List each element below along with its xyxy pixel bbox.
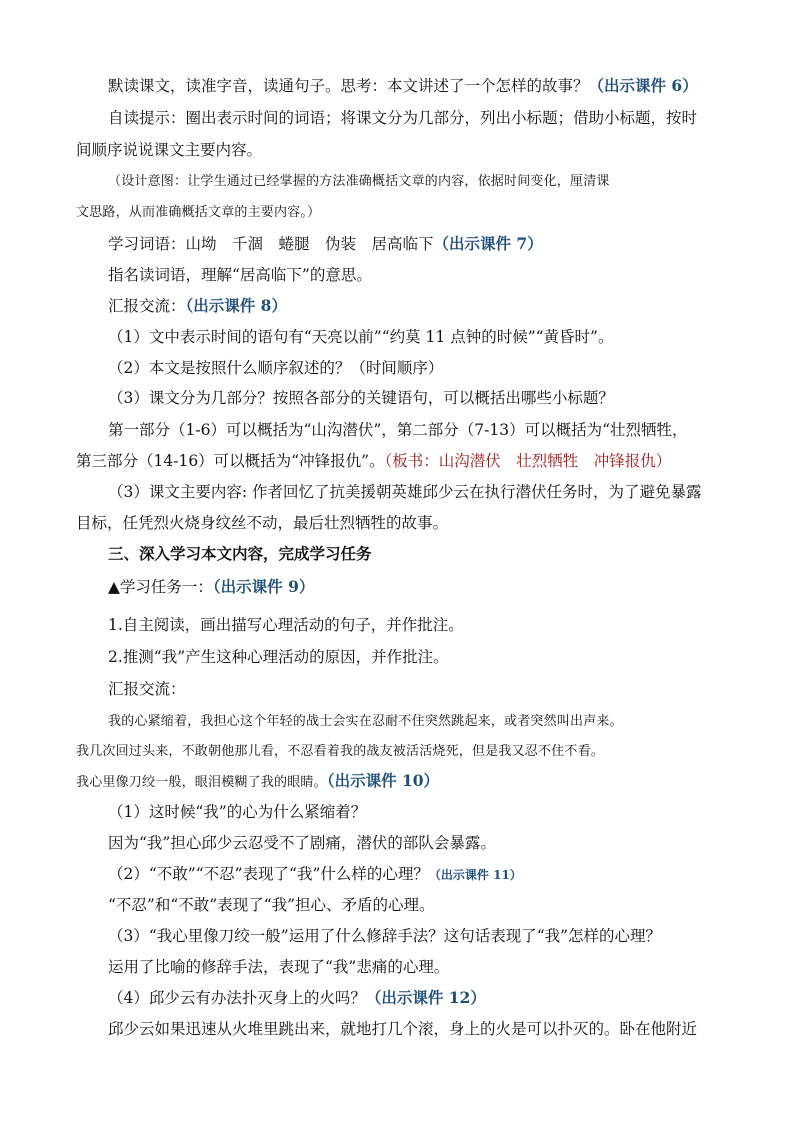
courseware-cue: （出示课件 6） bbox=[588, 76, 698, 95]
body-text: 文思路，从而准确概括文章的主要内容。） bbox=[76, 205, 321, 220]
paragraph-line bbox=[108, 956, 449, 978]
body-text: （2）“不敢”“不忍”表现了“我”什么样的心理？ bbox=[108, 865, 429, 883]
body-text: 运用了比喻的修辞手法，表现了“我”悲痛的心理。 bbox=[108, 958, 450, 976]
paragraph-line bbox=[108, 357, 443, 379]
paragraph-line bbox=[108, 987, 486, 1009]
paragraph-line bbox=[108, 264, 372, 286]
body-text: 默读课文，读准字音，读通句子。思考：本文讲述了一个怎样的故事？ bbox=[108, 77, 589, 95]
body-text: 1.自主阅读，画出描写心理活动的句子，并作批注。 bbox=[108, 616, 464, 634]
quote-line bbox=[76, 741, 604, 763]
body-text: （设计意图：让学生通过已经掌握的方法准确概括文章的内容，依据时间变化，厘清课 bbox=[108, 174, 610, 189]
design-intent-line bbox=[108, 171, 610, 193]
quote-line bbox=[108, 711, 623, 733]
blackboard-note: （板书：山沟潜伏 壮烈牺牲 冲锋报仇） bbox=[384, 452, 672, 470]
courseware-cue: （出示课件 9） bbox=[212, 577, 315, 596]
quote-line bbox=[76, 770, 439, 794]
quote-text: 我的心紧缩着，我担心这个年轻的战士会实在忍耐不住突然跳起来，或者突然叫出声来。 bbox=[108, 714, 623, 729]
body-text: “不忍”和“不敢”表现了“我”担心、矛盾的心理。 bbox=[108, 896, 435, 914]
body-text: 第三部分（14-16）可以概括为“冲锋报仇”。 bbox=[76, 452, 385, 470]
paragraph-line bbox=[108, 614, 464, 636]
heading-text: 三、深入学习本文内容，完成学习任务 bbox=[108, 544, 372, 563]
paragraph-line bbox=[108, 107, 697, 129]
paragraph-line bbox=[108, 646, 449, 668]
paragraph-line bbox=[108, 1018, 697, 1040]
design-intent-line bbox=[76, 202, 320, 224]
body-text: 汇报交流： bbox=[108, 297, 186, 315]
courseware-cue: （出示课件 8） bbox=[185, 296, 287, 315]
paragraph-line bbox=[108, 326, 614, 348]
body-text: （1）这时候“我”的心为什么紧缩着？ bbox=[108, 803, 367, 821]
paragraph-line bbox=[76, 450, 671, 472]
body-text: 学习词语：山坳 千涸 蜷腿 伪装 居高临下 bbox=[108, 235, 434, 253]
courseware-cue: （出示课件 12） bbox=[365, 988, 486, 1007]
body-text: 间顺序说说课文主要内容。 bbox=[76, 141, 263, 159]
body-text: 邱少云如果迅速从火堆里跳出来，就地打几个滚，身上的火是可以扑灭的。卧在他附近 bbox=[108, 1020, 698, 1038]
paragraph-line bbox=[108, 832, 496, 854]
paragraph-line bbox=[108, 801, 366, 823]
paragraph-line bbox=[108, 863, 522, 886]
paragraph-line bbox=[108, 75, 698, 97]
courseware-cue: （出示课件 7） bbox=[433, 234, 543, 253]
paragraph-line bbox=[108, 419, 688, 441]
paragraph-line bbox=[108, 925, 661, 947]
paragraph-line bbox=[108, 481, 702, 503]
body-text: （3）课文主要内容: 作者回忆了抗美援朝英雄邱少云在执行潜伏任务时，为了避免暴露 bbox=[108, 483, 702, 501]
body-text: （4）邱少云有办法扑灭身上的火吗？ bbox=[108, 989, 366, 1007]
paragraph-line bbox=[108, 678, 186, 700]
paragraph-line bbox=[76, 512, 448, 534]
paragraph-line bbox=[76, 139, 262, 161]
courseware-cue: （出示课件 11） bbox=[428, 868, 522, 882]
body-text: 指名读词语，理解“居高临下”的意思。 bbox=[108, 266, 372, 284]
body-text: 目标，任凭烈火烧身纹丝不动，最后壮烈牺牲的故事。 bbox=[76, 514, 449, 532]
paragraph-line bbox=[108, 894, 435, 916]
body-text: 因为“我”担心邱少云忍受不了剧痛，潜伏的部队会暴露。 bbox=[108, 834, 496, 852]
courseware-cue: （出示课件 10） bbox=[326, 771, 440, 790]
body-text: 2.推测“我”产生这种心理活动的原因，并作批注。 bbox=[108, 648, 449, 666]
section-heading bbox=[108, 543, 372, 565]
quote-text: 我心里像刀绞一般，眼泪模糊了我的眼睛。 bbox=[76, 775, 327, 790]
body-text: 第一部分（1-6）可以概括为“山沟潜伏”，第二部分（7-13）可以概括为“壮烈牺牲， bbox=[108, 421, 688, 439]
body-text: 汇报交流： bbox=[108, 680, 186, 698]
body-text: ▲学习任务一： bbox=[108, 578, 213, 596]
quote-text: 我几次回过头来，不敢朝他那儿看，不忍看着我的战友被活活烧死，但是我又忍不住不看。 bbox=[76, 744, 605, 759]
paragraph-line bbox=[108, 295, 287, 317]
body-text: （1）文中表示时间的语句有“天亮以前”“约莫 11 点钟的时候”“黄昏时”。 bbox=[108, 328, 614, 346]
paragraph-line bbox=[108, 576, 314, 598]
body-text: （3）课文分为几部分？按照各部分的关键语句，可以概括出哪些小标题？ bbox=[108, 389, 614, 407]
body-text: （3）“我心里像刀绞一般”运用了什么修辞手法？这句话表现了“我”怎样的心理？ bbox=[108, 927, 662, 945]
body-text: （2）本文是按照什么顺序叙述的？（时间顺序） bbox=[108, 359, 444, 377]
paragraph-line bbox=[108, 387, 614, 409]
body-text: 自读提示：圈出表示时间的词语；将课文分为几部分，列出小标题；借助小标题，按时 bbox=[108, 109, 698, 127]
paragraph-line bbox=[108, 233, 543, 255]
